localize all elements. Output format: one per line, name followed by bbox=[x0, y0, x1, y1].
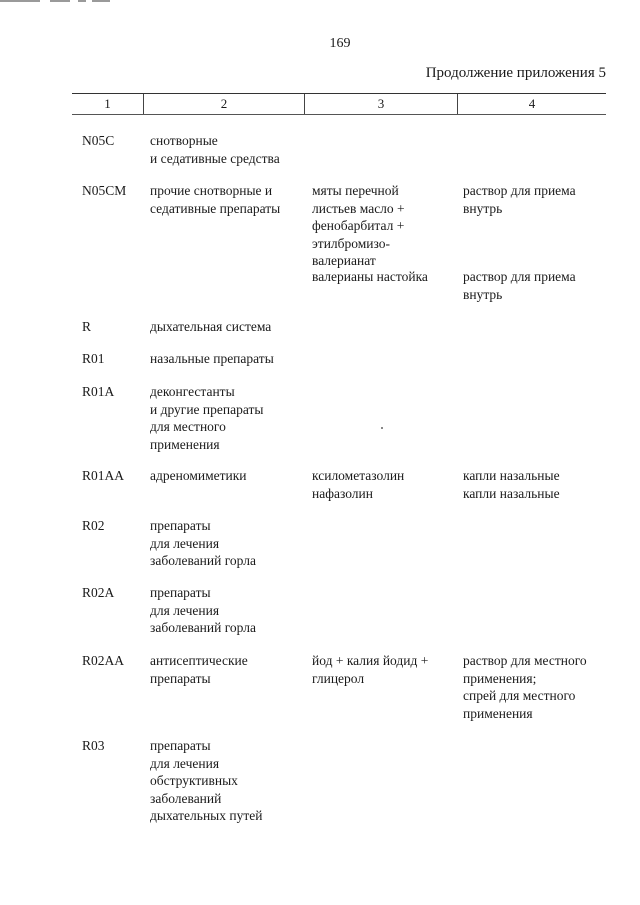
dosage-form: раствор для местного применения; спрей для местного применения bbox=[463, 653, 587, 721]
pharm-group: антисептические препараты bbox=[150, 653, 248, 686]
atc-code: R02AA bbox=[82, 653, 125, 668]
drug-name: валерианы настойка bbox=[312, 269, 428, 284]
pharm-group: препараты для лечения заболеваний горла bbox=[150, 518, 256, 568]
atc-code: R01A bbox=[82, 384, 115, 399]
pharm-group: прочие снотворные и седативные препараты bbox=[150, 183, 281, 216]
pharm-group: препараты для лечения обструктивных заболеваний дыхательных путей bbox=[150, 738, 263, 823]
page-number: 169 bbox=[329, 36, 351, 51]
atc-code: N05CM bbox=[82, 183, 127, 198]
atc-code: R bbox=[82, 319, 92, 334]
atc-code: R02 bbox=[82, 518, 105, 533]
drug-name: мяты перечной листьев масло + фенобарбитал + этилбромизо- валерианат bbox=[312, 183, 405, 268]
pharm-group: дыхательная система bbox=[150, 319, 272, 334]
drug-name: ксилометазолин нафазолин bbox=[312, 468, 405, 501]
atc-code: N05C bbox=[82, 133, 115, 148]
pharm-group: адреномиметики bbox=[150, 468, 247, 483]
pharm-group: назальные препараты bbox=[150, 351, 274, 366]
pharm-group: деконгестанты и другие препараты для местного применения bbox=[150, 384, 264, 452]
header-col-3: 3 bbox=[305, 94, 458, 114]
pharm-group: препараты для лечения заболеваний горла bbox=[150, 585, 256, 635]
scan-speck bbox=[381, 427, 383, 429]
atc-code: R03 bbox=[82, 738, 105, 753]
appendix-title: Продолжение приложения 5 bbox=[425, 65, 606, 81]
header-col-2: 2 bbox=[144, 94, 305, 114]
scan-artifact bbox=[0, 0, 120, 3]
header-col-1: 1 bbox=[72, 94, 144, 114]
atc-code: R01 bbox=[82, 351, 105, 366]
dosage-form: раствор для приема внутрь bbox=[463, 269, 576, 302]
dosage-form: капли назальные капли назальные bbox=[463, 468, 560, 501]
table-header bbox=[72, 93, 606, 115]
header-col-4: 4 bbox=[528, 96, 536, 111]
dosage-form: раствор для приема внутрь bbox=[463, 183, 576, 216]
pharm-group: снотворные и седативные средства bbox=[150, 133, 280, 166]
drug-name: йод + калия йодид + глицерол bbox=[312, 653, 429, 686]
atc-code: R02A bbox=[82, 585, 115, 600]
atc-code: R01AA bbox=[82, 468, 125, 483]
